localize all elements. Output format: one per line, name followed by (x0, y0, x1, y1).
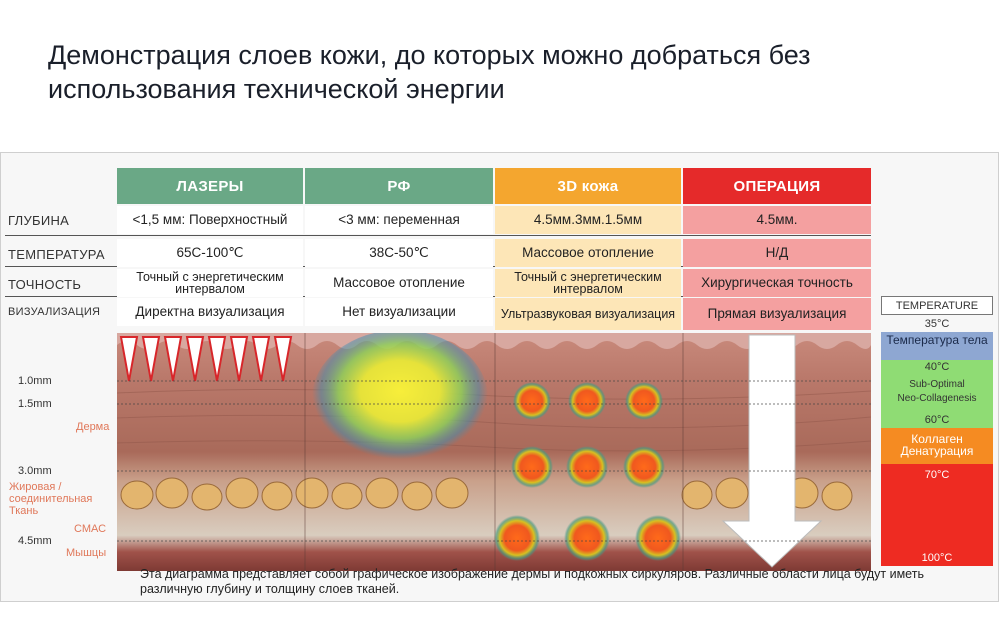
depth-marker-1mm: 1.0mm (18, 375, 52, 387)
page-title: Демонстрация слоев кожи, до которых можно добраться без использования технической энергии (48, 40, 811, 104)
row-label-temperature: ТЕМПЕРАТУРА (8, 246, 105, 262)
temp-body-label: Температура тела (886, 333, 988, 347)
rf-visualization: Нет визуализации (305, 298, 493, 326)
layer-muscle-label: Мышцы (66, 547, 107, 559)
row-divider (5, 235, 871, 236)
temp-collagen-label: Коллаген Денатурация (900, 432, 974, 458)
row-label-depth: ГЛУБИНА (8, 212, 70, 228)
temp-35: 35°C (924, 318, 950, 330)
3d-depth: 4.5мм.3мм.1.5мм (495, 206, 681, 234)
skin-cross-section (117, 333, 871, 571)
temperature-scale-title: TEMPERATURE (881, 296, 993, 315)
3d-visualization: Ультразвуковая визуализация (495, 298, 681, 330)
rf-temperature: 38C-50℃ (305, 239, 493, 267)
3d-precision: Точный с энергетическим интервалом (495, 269, 681, 297)
temp-100: 100°C (921, 552, 953, 564)
layer-fat-label: Жировая /соединительная Ткань (9, 481, 93, 517)
surgery-depth: 4.5мм. (683, 206, 871, 234)
diagram-caption: Эта диаграмма представляет собой графическое изображение дермы и подкожных сиркуляров. Различные области лица будут иметь различную глубину и толщину слоев тканей. (140, 567, 924, 596)
lasers-temperature: 65C-100℃ (117, 239, 303, 267)
row-label-precision: ТОЧНОСТЬ (8, 276, 82, 292)
header-surgery: ОПЕРАЦИЯ (683, 168, 871, 204)
temp-70: 70°C (924, 469, 950, 481)
rf-precision: Массовое отопление (305, 269, 493, 297)
3d-temperature: Массовое отопление (495, 239, 681, 267)
lasers-depth: <1,5 мм: Поверхностный (117, 206, 303, 234)
temp-sub-optimal: Sub-Optimal (909, 379, 965, 390)
rf-depth: <3 мм: переменная (305, 206, 493, 234)
header-rf: РФ (305, 168, 493, 204)
layer-dermis-label: Дерма (76, 421, 110, 433)
depth-marker-4-5mm: 4.5mm (18, 535, 52, 547)
header-3d-skin: 3D кожа (495, 168, 681, 204)
surgery-temperature: Н/Д (683, 239, 871, 267)
row-label-visualization: ВИЗУАЛИЗАЦИЯ (8, 306, 101, 318)
header-lasers: ЛАЗЕРЫ (117, 168, 303, 204)
depth-marker-3mm: 3.0mm (18, 465, 52, 477)
temp-40: 40°C (924, 361, 950, 373)
lasers-precision: Точный с энергетическим интервалом (117, 269, 303, 297)
lasers-visualization: Директна визуализация (117, 298, 303, 326)
temp-60: 60°C (924, 414, 950, 426)
temp-neo-collagenesis: Neo-Collagenesis (897, 393, 977, 404)
layer-smas-label: СМАС (74, 523, 107, 535)
surgery-precision: Хирургическая точность (683, 269, 871, 297)
surgery-visualization: Прямая визуализация (683, 298, 871, 330)
depth-marker-1-5mm: 1.5mm (18, 398, 52, 410)
